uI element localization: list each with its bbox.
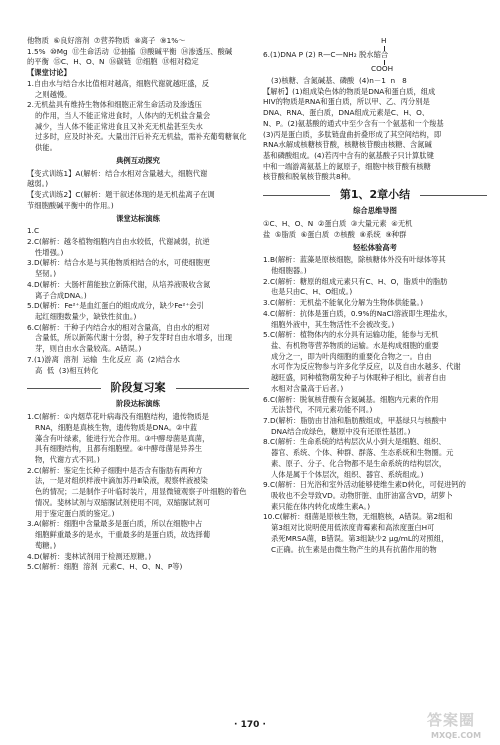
left-line: 4.D(解析：大肠杆菌能独立新陈代谢，从培养液吸收含氮: [27, 279, 211, 289]
subsection-title: 课堂达标演练: [116, 213, 160, 223]
left-line: 性增强。): [35, 247, 64, 257]
right-line: 中和一端游离氨基上的氮原子，细胞中核苷酸有核糖: [263, 161, 431, 171]
left-line: 坚韧。): [35, 269, 57, 279]
left-line: 3.A(解析：细胞中含量最多是蛋白质，所以在细胞中占: [27, 519, 203, 529]
right-line: 4.C(解析：抗体是蛋白质，0.9%的NaCl溶液即生理盐水，: [263, 308, 453, 318]
section-heading: 【课堂讨论】: [27, 68, 71, 78]
right-line: RNA水解成核糖核苷酸，核糖核苷酸由核糖、含氮碱: [263, 140, 432, 150]
left-line: 离子合成DNA。): [35, 290, 87, 300]
formula-top-atom: H: [381, 36, 387, 45]
right-line: 素、原子、分子、化合物都不是生命系统的结构层次，: [271, 458, 447, 468]
left-line: 藻含有叶绿素，能进行光合作用。③中酵母菌是真菌，: [35, 433, 210, 443]
right-line: 素只能在体内转化成维生素A。): [271, 501, 371, 511]
left-column: [27, 36, 249, 573]
chapter-title: 阶段复习案: [101, 380, 176, 396]
right-line: 吸收也不会导致VD。动物肝脏、血肝油富含VD，胡萝卜: [271, 491, 453, 501]
left-line: 5.C(解析：细胞 溶剂 元素C、H、O、N、P等): [27, 562, 183, 572]
left-line: 色的情况；二是制作子叶临时装片，用显微镜观察子叶细胞的着色: [35, 487, 247, 497]
left-line: 萄糖。): [35, 540, 57, 550]
subsection-title: 阶段达标演练: [116, 399, 160, 409]
subsection-title: 综合思维导图: [353, 206, 397, 216]
right-line: 8.C(解析：生命系统的结构层次从小到大是细胞、组织、: [263, 437, 446, 447]
right-line: 也是只由C、H、O组成。): [271, 287, 353, 297]
right-line: 水可作为反应物参与许多化学反应，以及自由水越多、代谢: [271, 362, 461, 372]
left-line: 起红细胞数量少，缺铁性贫血。): [35, 311, 137, 321]
right-line: 6.C(解析：脱氧核苷酸有含氮碱基。细胞内元素的作用: [263, 394, 439, 404]
left-line: 越弱。): [27, 179, 49, 189]
right-line: HIV的物质是RNA和蛋白质，所以甲、乙、丙分别是: [263, 97, 430, 107]
left-line: 情况。斐林试剂与双缩脲试剂使用不同，双缩脲试剂可: [35, 497, 211, 507]
left-line: 含量低，所以新陈代谢十分弱，种子发芽时自由水增多，出现: [35, 333, 233, 343]
subsection-title: 轻松体验高考: [353, 242, 397, 252]
right-column: [263, 36, 487, 555]
left-line: 6.C(解析：干种子内结合水的相对含量高，自由水的相对: [27, 322, 210, 332]
right-line: 基和磷酸组成。(4)若丙中含有的氨基酸子只计算肽键: [263, 151, 434, 161]
right-line: 杀死MRSA菌，B错误。第3组缺少2 μg/mL的对照组，: [271, 533, 449, 543]
watermark-text: 答案圈: [427, 711, 476, 729]
left-line: 1.5% ⑩Mg ⑪生命活动 ⑫抽搐 ⑬酸碱平衡 ⑭渗透压、酸碱: [27, 46, 233, 56]
left-line: 5.D(解析：Fe²⁺是血红蛋白的组成成分，缺少Fe²⁺会引: [27, 301, 204, 311]
left-line: 1.自由水与结合水比值相对越高，细胞代谢就越旺盛，反: [27, 78, 210, 88]
left-line: 供能。: [35, 143, 57, 153]
right-line: 器官、系统、个体、种群、群落、生态系统和生物圈。元: [271, 448, 454, 458]
left-line: 芽，则自由水含量较高。A错误。): [35, 344, 142, 354]
right-line: 他细胞器。): [271, 265, 307, 275]
left-line: 高 低 (3)相互转化: [35, 365, 99, 375]
left-line: 的作用，当人不能正常进食时，人体内的无机盐含量会: [35, 111, 211, 121]
right-line: 越旺盛，同种植物萌发种子与休眠种子相比，前者自由: [271, 373, 447, 383]
right-line: (3)丙是蛋白质，多肽链盘曲折叠形成了其空间结构，即: [263, 129, 442, 139]
left-line: 用于鉴定蛋白质的鉴定。): [35, 508, 115, 518]
right-line: DNA结合成绿色，糖原中没有还原性基团。): [271, 426, 411, 436]
right-line: 细胞外液中，其生物活性不会被改变。): [271, 319, 395, 329]
right-line: 无法替代，不同元素功能不同。): [271, 405, 373, 415]
right-line: 成分之一，即为叶肉细胞的重要化合物之一。自由: [271, 351, 432, 361]
right-line: 7.D(解析：脂肪由甘油和脂肪酸组成，甲基绿只与核酸中: [263, 416, 447, 425]
left-line: 具有细胞结构，且都有细胞壁。④中酵母菌是异养生: [35, 444, 203, 454]
left-line: RNA，细胞是真核生物，遗传物质是DNA。②中蓝: [35, 422, 198, 432]
right-line: 【解析】(1)组成染色体的物质是DNA和蛋白质，组成: [263, 86, 436, 96]
left-line: 的平衡 ⑮C、H、O、N ⑯碳链 ⑰细胞 ⑱相对稳定: [27, 57, 199, 67]
left-line: 2.C(解析：越冬植物细胞内自由水较低，代谢减弱，抗逆: [27, 236, 210, 246]
left-line: 2.无机盐具有维持生物体和细胞正常生命活动及渗透压: [27, 100, 202, 110]
mind-map-line: ①C、H、O、N ②蛋白质 ③大量元素 ④无机: [263, 219, 413, 229]
right-line: C正确。抗生素是由微生物产生的具有抗菌作用的物: [271, 544, 437, 554]
right-line: 人体是属于个体层次，组织、器官、系统组成。): [271, 469, 424, 479]
left-line: 之则越慢。: [35, 89, 72, 99]
right-line: (3)核糖、含氮碱基、磷酸 (4)n－1 n 8: [271, 76, 407, 85]
subsection-title: 典例互动探究: [116, 155, 160, 165]
left-line: 物，代谢方式不同。): [35, 455, 100, 465]
right-line: 5.C(解析：植物体内的水分具有运输功能，能参与无机: [263, 330, 439, 340]
left-line: 2.C(解析：鉴定生长种子细胞中是否含有脂肪有两种方: [27, 465, 203, 475]
left-line: 【变式训练1】A(解析：结合水相对含量越大，细胞代谢: [27, 168, 208, 178]
left-line: 7.(1)游离 溶剂 运输 生化反应 高 (2)结合水: [27, 354, 180, 364]
mind-map-line: 盐 ⑤脂质 ⑥蛋白质 ⑦核酸 ⑧系统 ⑨种群: [263, 229, 407, 239]
left-line: 法，一是对组织样液中滴加苏丹Ⅲ染液，观察样液被染: [35, 476, 208, 486]
chapter-banner: [27, 380, 249, 396]
right-line: 核苷酸和脱氧核苷酸共8种。: [263, 172, 356, 182]
right-line: 3.C(解析：无机盐不能氧化分解为生物体供能量。): [263, 298, 424, 308]
formula-line: 6.(1)DNA P (2) R—C—NH₂ 脱水缩合: [263, 50, 389, 59]
right-line: 水相对含量高于后者。): [271, 383, 344, 393]
left-line: 3.D(解析：结合水是与其他物质相结合的水，可使细胞更: [27, 258, 211, 268]
left-line: 他物质 ⑥良好溶剂 ⑦营养物质 ⑧离子 ⑨1%～: [27, 36, 186, 45]
amino-acid-formula: [263, 36, 487, 76]
page-number: · 170 ·: [234, 720, 266, 730]
site-watermark: [427, 709, 493, 741]
right-line: DNA、RNA、蛋白质，DNA组成元素是C、H、O、: [263, 108, 430, 118]
right-line: 第3组对比说明使用低浓度青霉素和高浓度蛋白H可: [271, 523, 435, 533]
left-line: 节细胞酸碱平衡中的作用。): [27, 200, 114, 210]
summary-title: 第1、2章小结: [330, 187, 420, 203]
right-line: 10.C(解析：细菌是原核生物，无细胞核，A错误。第2组和: [263, 512, 453, 522]
right-line: N、P。(2)氨基酸的通式中至少含有一个氨基和一个羧基: [263, 118, 444, 128]
formula-bottom-group: COOH: [371, 64, 394, 73]
right-line: 1.B(解析：蓝藻是原核细胞，除核糖体外没有叶绿体等其: [263, 255, 446, 265]
summary-banner: [263, 187, 487, 203]
right-line: 盐、有机物等营养物质的运输。水是构成细胞的重要: [271, 340, 439, 350]
right-line: 2.C(解析：糖原的组成元素只有C、H、O，脂质中的脂肪: [263, 276, 448, 286]
right-line: 9.C(解析：日光浴和室外活动能够使维生素D转化，可促进钙的: [263, 480, 466, 490]
left-line: 【变式训练2】C(解析：题干叙述体现的是无机盐离子在调: [27, 190, 215, 200]
left-line: 1.C: [27, 226, 40, 236]
left-line: 细胞鲜重最多的是水，干重最多的是蛋白质，故选择葡: [35, 530, 211, 540]
left-line: 4.D(解析：斐林试剂用于检测还原糖。): [27, 551, 152, 561]
left-line: 1.C(解析：①内烟草花叶病毒没有细胞结构，遗传物质是: [27, 412, 209, 422]
left-line: 过多时，应及时补充。大量出汗后补充无机盐，需补充葡萄糖氧化: [35, 132, 247, 142]
watermark-subtext: MXQE.COM: [431, 731, 482, 740]
left-line: 减少，当人体不能正常进食且又补充无机盐甚至失水: [35, 121, 203, 131]
